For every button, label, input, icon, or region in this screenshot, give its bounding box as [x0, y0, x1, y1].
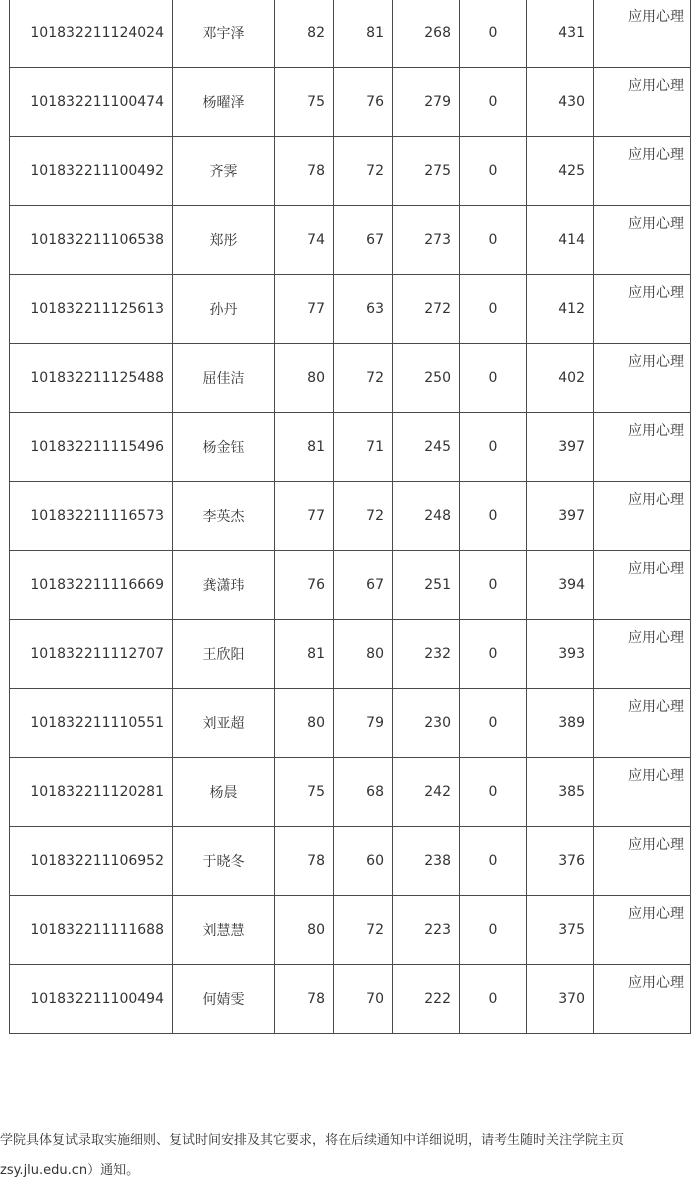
candidate-name-cell: 于晓冬 — [173, 827, 275, 896]
major-text: 应用心理 — [628, 906, 684, 922]
major-cell — [594, 344, 691, 413]
candidate-name-cell: 孙丹 — [173, 275, 275, 344]
score-4-cell: 0 — [460, 689, 527, 758]
major-text: 应用心理 — [628, 9, 684, 25]
major-text: 应用心理 — [628, 699, 684, 715]
score-4-cell: 0 — [460, 827, 527, 896]
candidate-name-cell: 邓宇泽 — [173, 0, 275, 68]
score-3-cell: 248 — [393, 482, 460, 551]
total-score-cell: 389 — [527, 689, 594, 758]
major-cell — [594, 413, 691, 482]
score-table-body — [10, 0, 691, 1034]
major-cell — [594, 827, 691, 896]
notice-line-2: zsy.jlu.edu.cn）通知。 — [0, 1163, 140, 1178]
score-3-cell: 242 — [393, 758, 460, 827]
table-row — [10, 482, 691, 551]
score-2-cell: 68 — [334, 758, 393, 827]
candidate-name-cell: 杨晨 — [173, 758, 275, 827]
score-1-cell: 81 — [275, 620, 334, 689]
score-1-cell: 81 — [275, 413, 334, 482]
score-1-cell: 82 — [275, 0, 334, 68]
candidate-id-cell: 101832211116669 — [10, 551, 173, 620]
candidate-id-cell: 101832211125488 — [10, 344, 173, 413]
candidate-name-cell: 刘亚超 — [173, 689, 275, 758]
total-score-cell: 385 — [527, 758, 594, 827]
table-row — [10, 689, 691, 758]
score-table — [9, 0, 691, 1034]
score-2-cell: 70 — [334, 965, 393, 1034]
candidate-name-cell: 李英杰 — [173, 482, 275, 551]
score-3-cell: 222 — [393, 965, 460, 1034]
candidate-id-cell: 101832211124024 — [10, 0, 173, 68]
score-3-cell: 230 — [393, 689, 460, 758]
candidate-id-cell: 101832211100474 — [10, 68, 173, 137]
score-4-cell: 0 — [460, 0, 527, 68]
major-text: 应用心理 — [628, 975, 684, 991]
score-2-cell: 72 — [334, 344, 393, 413]
major-text: 应用心理 — [628, 630, 684, 646]
score-2-cell: 67 — [334, 551, 393, 620]
table-row — [10, 206, 691, 275]
major-cell — [594, 137, 691, 206]
score-4-cell: 0 — [460, 68, 527, 137]
candidate-name-cell: 齐霁 — [173, 137, 275, 206]
score-2-cell: 79 — [334, 689, 393, 758]
major-text: 应用心理 — [628, 561, 684, 577]
score-1-cell: 74 — [275, 206, 334, 275]
table-row — [10, 413, 691, 482]
score-1-cell: 77 — [275, 275, 334, 344]
candidate-name-cell: 杨曜泽 — [173, 68, 275, 137]
score-4-cell: 0 — [460, 551, 527, 620]
score-3-cell: 223 — [393, 896, 460, 965]
score-3-cell: 238 — [393, 827, 460, 896]
candidate-id-cell: 101832211116573 — [10, 482, 173, 551]
total-score-cell: 402 — [527, 344, 594, 413]
score-3-cell: 273 — [393, 206, 460, 275]
score-4-cell: 0 — [460, 413, 527, 482]
score-2-cell: 63 — [334, 275, 393, 344]
score-4-cell: 0 — [460, 758, 527, 827]
candidate-id-cell: 101832211120281 — [10, 758, 173, 827]
total-score-cell: 393 — [527, 620, 594, 689]
score-2-cell: 72 — [334, 137, 393, 206]
score-3-cell: 275 — [393, 137, 460, 206]
notice-text — [0, 1126, 699, 1186]
major-cell — [594, 275, 691, 344]
total-score-cell: 370 — [527, 965, 594, 1034]
total-score-cell: 414 — [527, 206, 594, 275]
score-1-cell: 80 — [275, 896, 334, 965]
score-2-cell: 81 — [334, 0, 393, 68]
candidate-id-cell: 101832211111688 — [10, 896, 173, 965]
total-score-cell: 375 — [527, 896, 594, 965]
score-4-cell: 0 — [460, 896, 527, 965]
score-4-cell: 0 — [460, 275, 527, 344]
table-row — [10, 965, 691, 1034]
total-score-cell: 397 — [527, 482, 594, 551]
table-row — [10, 68, 691, 137]
score-2-cell: 71 — [334, 413, 393, 482]
score-1-cell: 78 — [275, 137, 334, 206]
major-cell — [594, 965, 691, 1034]
score-1-cell: 80 — [275, 689, 334, 758]
major-cell — [594, 689, 691, 758]
major-cell — [594, 206, 691, 275]
candidate-name-cell: 屈佳洁 — [173, 344, 275, 413]
candidate-id-cell: 101832211115496 — [10, 413, 173, 482]
candidate-id-cell: 101832211100492 — [10, 137, 173, 206]
candidate-name-cell: 郑彤 — [173, 206, 275, 275]
score-4-cell: 0 — [460, 206, 527, 275]
major-cell — [594, 482, 691, 551]
score-1-cell: 76 — [275, 551, 334, 620]
major-text: 应用心理 — [628, 78, 684, 94]
candidate-id-cell: 101832211100494 — [10, 965, 173, 1034]
score-2-cell: 72 — [334, 482, 393, 551]
score-4-cell: 0 — [460, 482, 527, 551]
major-cell — [594, 551, 691, 620]
table-row — [10, 620, 691, 689]
candidate-id-cell: 101832211106952 — [10, 827, 173, 896]
candidate-name-cell: 龚潇玮 — [173, 551, 275, 620]
table-row — [10, 551, 691, 620]
score-3-cell: 251 — [393, 551, 460, 620]
score-3-cell: 232 — [393, 620, 460, 689]
major-text: 应用心理 — [628, 216, 684, 232]
score-1-cell: 78 — [275, 827, 334, 896]
major-text: 应用心理 — [628, 423, 684, 439]
score-3-cell: 250 — [393, 344, 460, 413]
score-1-cell: 75 — [275, 758, 334, 827]
candidate-name-cell: 刘慧慧 — [173, 896, 275, 965]
candidate-id-cell: 101832211112707 — [10, 620, 173, 689]
candidate-name-cell: 杨金钰 — [173, 413, 275, 482]
table-row — [10, 758, 691, 827]
major-cell — [594, 68, 691, 137]
total-score-cell: 394 — [527, 551, 594, 620]
major-text: 应用心理 — [628, 285, 684, 301]
major-text: 应用心理 — [628, 837, 684, 853]
table-row — [10, 896, 691, 965]
score-1-cell: 77 — [275, 482, 334, 551]
score-1-cell: 75 — [275, 68, 334, 137]
score-3-cell: 245 — [393, 413, 460, 482]
major-text: 应用心理 — [628, 492, 684, 508]
total-score-cell: 376 — [527, 827, 594, 896]
score-1-cell: 78 — [275, 965, 334, 1034]
major-cell — [594, 758, 691, 827]
total-score-cell: 425 — [527, 137, 594, 206]
table-row — [10, 137, 691, 206]
candidate-name-cell: 何婧雯 — [173, 965, 275, 1034]
table-row — [10, 344, 691, 413]
score-3-cell: 272 — [393, 275, 460, 344]
major-cell — [594, 0, 691, 68]
candidate-name-cell: 王欣阳 — [173, 620, 275, 689]
score-1-cell: 80 — [275, 344, 334, 413]
score-2-cell: 67 — [334, 206, 393, 275]
score-2-cell: 76 — [334, 68, 393, 137]
candidate-id-cell: 101832211106538 — [10, 206, 173, 275]
score-2-cell: 72 — [334, 896, 393, 965]
major-text: 应用心理 — [628, 768, 684, 784]
major-text: 应用心理 — [628, 147, 684, 163]
total-score-cell: 397 — [527, 413, 594, 482]
candidate-id-cell: 101832211125613 — [10, 275, 173, 344]
score-4-cell: 0 — [460, 137, 527, 206]
major-text: 应用心理 — [628, 354, 684, 370]
score-4-cell: 0 — [460, 965, 527, 1034]
score-2-cell: 60 — [334, 827, 393, 896]
score-3-cell: 268 — [393, 0, 460, 68]
total-score-cell: 430 — [527, 68, 594, 137]
table-row — [10, 827, 691, 896]
major-cell — [594, 620, 691, 689]
total-score-cell: 431 — [527, 0, 594, 68]
major-cell — [594, 896, 691, 965]
candidate-id-cell: 101832211110551 — [10, 689, 173, 758]
notice-line-1: 学院具体复试录取实施细则、复试时间安排及其它要求，将在后续通知中详细说明，请考生随时关注学院主页 — [0, 1133, 625, 1148]
total-score-cell: 412 — [527, 275, 594, 344]
table-row — [10, 0, 691, 68]
score-4-cell: 0 — [460, 620, 527, 689]
table-row — [10, 275, 691, 344]
score-4-cell: 0 — [460, 344, 527, 413]
score-2-cell: 80 — [334, 620, 393, 689]
score-3-cell: 279 — [393, 68, 460, 137]
